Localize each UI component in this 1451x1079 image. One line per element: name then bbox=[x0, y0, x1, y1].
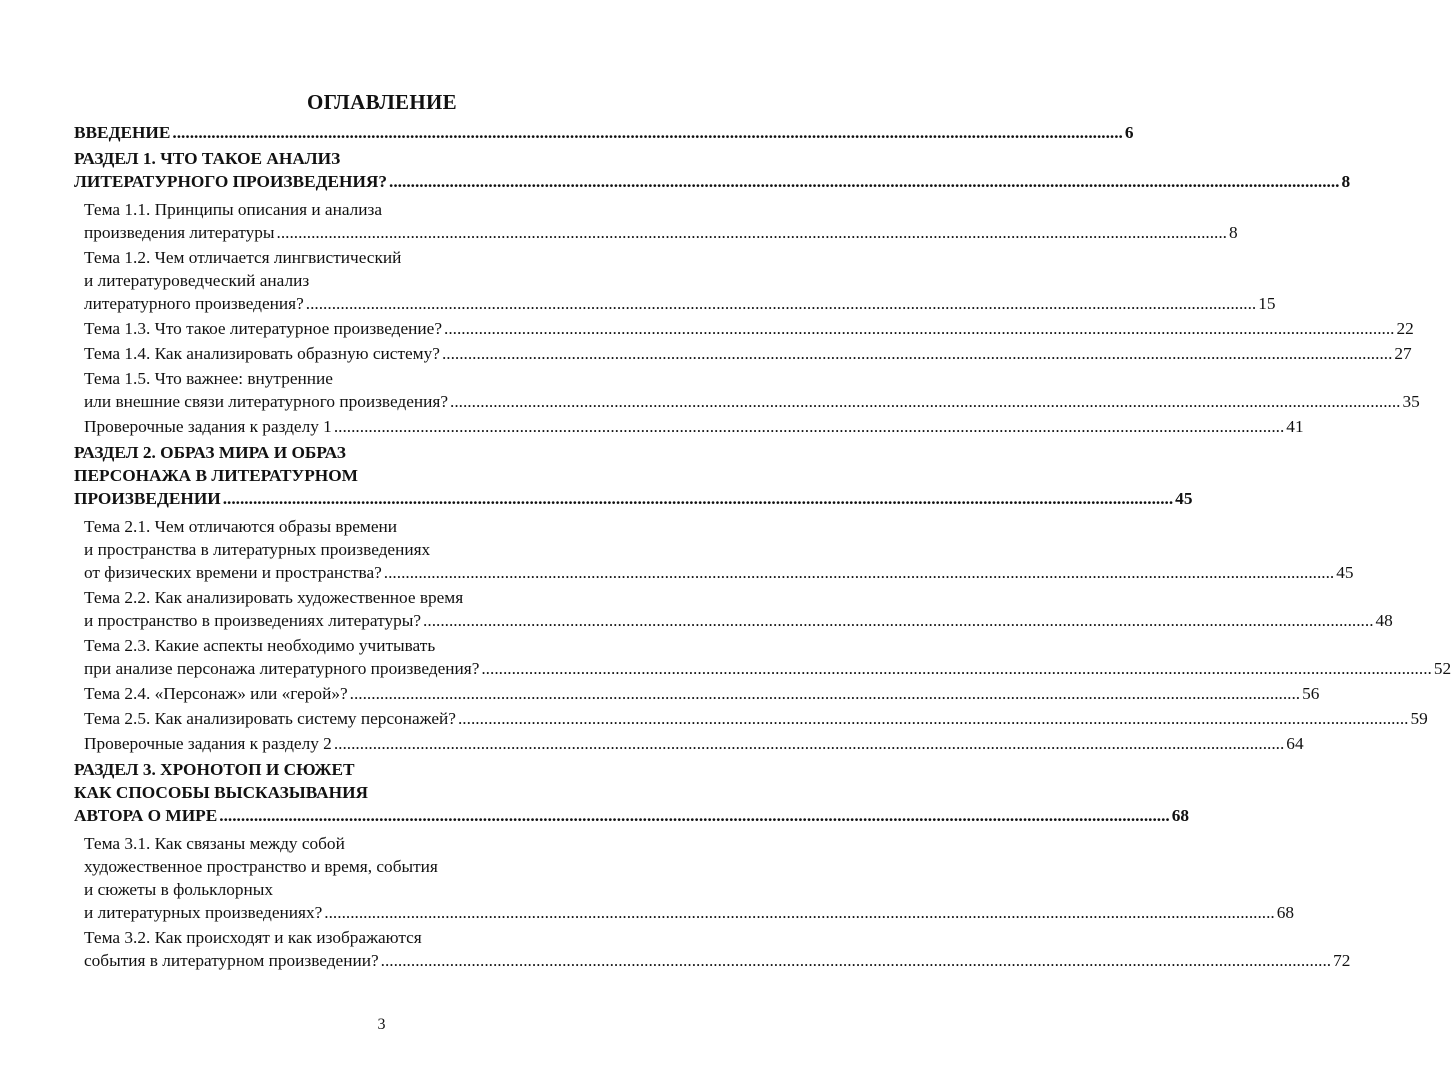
toc-entry-line: РАЗДЕЛ 3. ХРОНОТОП И СЮЖЕТ bbox=[74, 760, 355, 779]
dot-leader: ............................................................................................................................................................................................................................ bbox=[305, 294, 1257, 313]
dot-leader: ............................................................................................................................................................................................................................ bbox=[423, 611, 1374, 630]
dot-leader: ............................................................................................................................................................................................................................ bbox=[333, 417, 1285, 436]
toc-entry-final-line bbox=[84, 561, 1354, 584]
toc-entry-line: РАЗДЕЛ 1. ЧТО ТАКОЕ АНАЛИЗ bbox=[74, 149, 341, 168]
toc-page-number: 22 bbox=[1396, 319, 1414, 338]
toc-page-number: 72 bbox=[1333, 951, 1351, 970]
dot-leader: ............................................................................................................................................................................................................................ bbox=[333, 734, 1285, 753]
toc-page-number: 41 bbox=[1286, 417, 1304, 436]
toc-entry-title: произведения литературы bbox=[84, 223, 275, 242]
toc-entry-final-line bbox=[74, 804, 1190, 827]
toc-page-number: 59 bbox=[1410, 709, 1428, 728]
toc-page-number: 8 bbox=[1341, 172, 1351, 191]
toc-entry-title: Тема 2.5. Как анализировать систему персонажей? bbox=[84, 709, 456, 728]
toc-section-entry bbox=[74, 147, 1351, 193]
toc-page-number: 27 bbox=[1394, 344, 1412, 363]
toc-entry-final-line bbox=[84, 390, 1420, 413]
dot-leader: ............................................................................................................................................................................................................................ bbox=[324, 903, 1275, 922]
toc-topic-entry bbox=[74, 926, 1351, 972]
toc-entry-final-line bbox=[84, 682, 1320, 705]
toc-entry-line: Тема 1.1. Принципы описания и анализа bbox=[84, 200, 383, 219]
toc-entry-line: художественное пространство и время, события bbox=[84, 857, 438, 876]
dot-leader: ............................................................................................................................................................................................................................ bbox=[172, 123, 1123, 142]
toc-entry-title: ЛИТЕРАТУРНОГО ПРОИЗВЕДЕНИЯ? bbox=[74, 172, 388, 191]
toc-entry-final-line bbox=[84, 732, 1304, 755]
toc-entry-title: и литературных произведениях? bbox=[84, 903, 323, 922]
toc-entry-final-line bbox=[84, 292, 1276, 315]
toc-page-number: 56 bbox=[1302, 684, 1320, 703]
toc-topic-entry bbox=[74, 707, 1428, 730]
toc-entry-final-line bbox=[84, 609, 1393, 632]
toc-entry-line: и литературоведческий анализ bbox=[84, 271, 310, 290]
dot-leader: ............................................................................................................................................................................................................................ bbox=[276, 223, 1227, 242]
toc-entry-final-line bbox=[74, 487, 1193, 510]
toc-entry-title: Тема 1.4. Как анализировать образную систему? bbox=[84, 344, 440, 363]
toc-entry-final-line bbox=[84, 415, 1304, 438]
toc-topic-entry bbox=[74, 832, 1295, 924]
toc-page-number: 52 bbox=[1433, 659, 1451, 678]
toc-topic-entry bbox=[74, 732, 1304, 755]
toc-topic-entry bbox=[74, 415, 1304, 438]
toc-entry-final-line bbox=[84, 949, 1351, 972]
toc-entry-title: литературного произведения? bbox=[84, 294, 304, 313]
dot-leader: ............................................................................................................................................................................................................................ bbox=[219, 806, 1170, 825]
toc-entry-final-line bbox=[84, 221, 1238, 244]
toc-entry-line: Тема 3.2. Как происходят и как изображаются bbox=[84, 928, 422, 947]
toc-entry-title: Тема 2.4. «Персонаж» или «герой»? bbox=[84, 684, 348, 703]
dot-leader: ............................................................................................................................................................................................................................ bbox=[441, 344, 1393, 363]
toc-entry-title: или внешние связи литературного произведения? bbox=[84, 392, 449, 411]
toc-entry-line: РАЗДЕЛ 2. ОБРАЗ МИРА И ОБРАЗ bbox=[74, 443, 346, 462]
toc-page-number: 64 bbox=[1286, 734, 1304, 753]
toc-section-entry bbox=[74, 758, 1190, 827]
toc-entry-final-line bbox=[84, 657, 1451, 680]
toc-entry-line: Тема 2.1. Чем отличаются образы времени bbox=[84, 517, 398, 536]
dot-leader: ............................................................................................................................................................................................................................ bbox=[457, 709, 1409, 728]
toc-entry-title: АВТОРА О МИРЕ bbox=[74, 806, 218, 825]
toc-section-entry bbox=[74, 121, 1134, 144]
toc-entry-title: ВВЕДЕНИЕ bbox=[74, 123, 171, 142]
toc-topic-entry bbox=[74, 586, 1393, 632]
dot-leader: ............................................................................................................................................................................................................................ bbox=[481, 659, 1432, 678]
toc-entry-final-line bbox=[84, 342, 1412, 365]
toc-topic-entry bbox=[74, 198, 1238, 244]
toc-page-number: 15 bbox=[1258, 294, 1276, 313]
toc-entry-line: Тема 3.1. Как связаны между собой bbox=[84, 834, 345, 853]
toc-entry-title: и пространство в произведениях литературы? bbox=[84, 611, 422, 630]
table-of-contents bbox=[74, 121, 1451, 972]
toc-page-number: 48 bbox=[1375, 611, 1393, 630]
toc-entry-line: и сюжеты в фольклорных bbox=[84, 880, 273, 899]
toc-entry-final-line bbox=[74, 170, 1351, 193]
dot-leader: ............................................................................................................................................................................................................................ bbox=[349, 684, 1301, 703]
toc-entry-title: события в литературном произведении? bbox=[84, 951, 379, 970]
dot-leader: ............................................................................................................................................................................................................................ bbox=[383, 563, 1335, 582]
toc-entry-title: Проверочные задания к разделу 1 bbox=[84, 417, 332, 436]
dot-leader: ............................................................................................................................................................................................................................ bbox=[389, 172, 1340, 191]
toc-topic-entry bbox=[74, 515, 1354, 584]
toc-entry-final-line bbox=[84, 901, 1295, 924]
toc-page-number: 68 bbox=[1276, 903, 1295, 922]
toc-entry-title: Тема 1.3. Что такое литературное произведение? bbox=[84, 319, 442, 338]
toc-page-number: 6 bbox=[1124, 123, 1134, 142]
toc-entry-title: от физических времени и пространства? bbox=[84, 563, 382, 582]
toc-page-number: 45 bbox=[1175, 489, 1193, 508]
toc-entry-final-line bbox=[84, 707, 1428, 730]
toc-entry-final-line bbox=[74, 121, 1134, 144]
toc-topic-entry bbox=[74, 634, 1451, 680]
toc-entry-line: Тема 1.5. Что важнее: внутренние bbox=[84, 369, 333, 388]
toc-section-entry bbox=[74, 441, 1193, 510]
toc-page-number: 45 bbox=[1336, 563, 1354, 582]
toc-topic-entry bbox=[74, 342, 1412, 365]
dot-leader: ............................................................................................................................................................................................................................ bbox=[450, 392, 1401, 411]
toc-page-number: 68 bbox=[1171, 806, 1190, 825]
toc-page-number: 35 bbox=[1402, 392, 1420, 411]
toc-entry-final-line bbox=[84, 317, 1414, 340]
page-title: ОГЛАВЛЕНИЕ bbox=[307, 90, 457, 114]
toc-topic-entry bbox=[74, 246, 1276, 315]
dot-leader: ............................................................................................................................................................................................................................ bbox=[444, 319, 1395, 338]
toc-topic-entry bbox=[74, 682, 1320, 705]
toc-entry-line: Тема 2.3. Какие аспекты необходимо учитывать bbox=[84, 636, 436, 655]
toc-entry-line: и пространства в литературных произведениях bbox=[84, 540, 431, 559]
dot-leader: ............................................................................................................................................................................................................................ bbox=[380, 951, 1332, 970]
toc-entry-line: Тема 2.2. Как анализировать художественное время bbox=[84, 588, 464, 607]
toc-entry-line: ПЕРСОНАЖА В ЛИТЕРАТУРНОМ bbox=[74, 466, 358, 485]
toc-topic-entry bbox=[74, 317, 1414, 340]
toc-page-number: 8 bbox=[1228, 223, 1238, 242]
toc-entry-line: КАК СПОСОБЫ ВЫСКАЗЫВАНИЯ bbox=[74, 783, 368, 802]
page-number: 3 bbox=[377, 1016, 386, 1033]
toc-entry-title: Проверочные задания к разделу 2 bbox=[84, 734, 332, 753]
toc-entry-title: ПРОИЗВЕДЕНИИ bbox=[74, 489, 221, 508]
toc-topic-entry bbox=[74, 367, 1420, 413]
toc-entry-title: при анализе персонажа литературного произведения? bbox=[84, 659, 480, 678]
toc-entry-line: Тема 1.2. Чем отличается лингвистический bbox=[84, 248, 402, 267]
dot-leader: ............................................................................................................................................................................................................................ bbox=[222, 489, 1174, 508]
